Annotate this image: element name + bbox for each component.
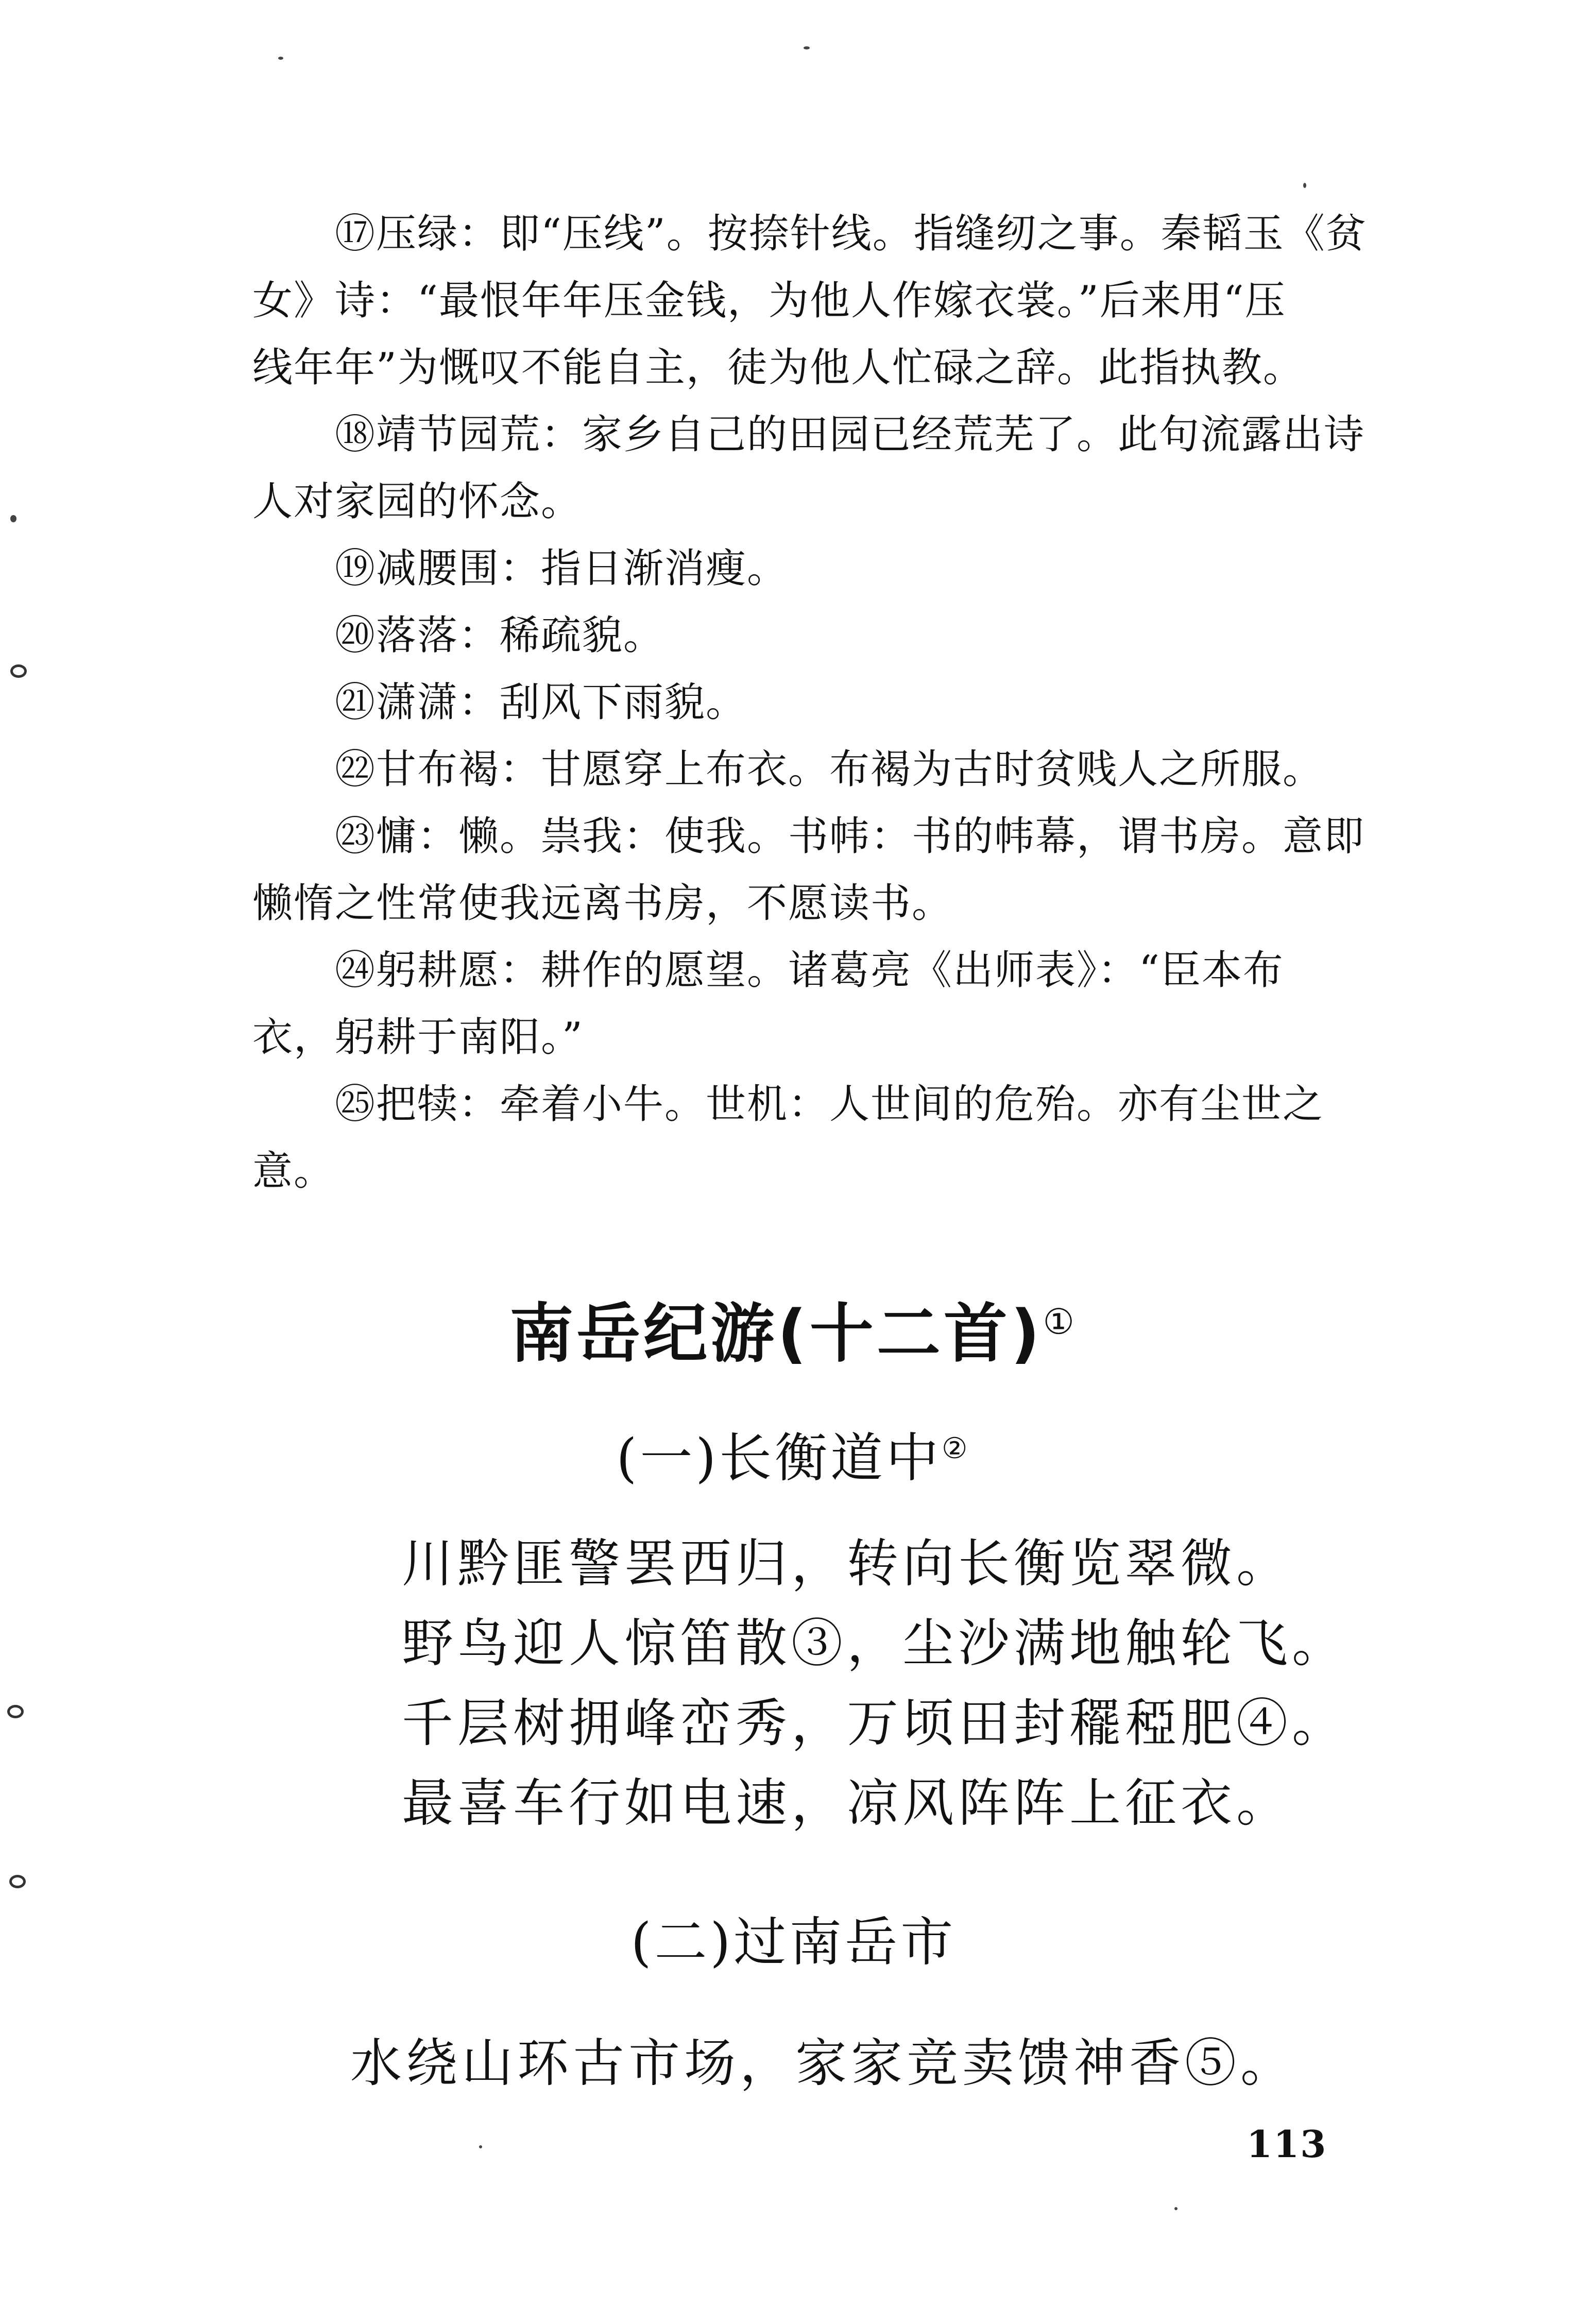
note-24-line2: 衣，躬耕于南阳。”	[252, 1014, 584, 1061]
poem-series-title	[0, 1283, 1587, 1374]
note-17-line3: 线年年”为慨叹不能自主，徒为他人忙碌之辞。此指执教。	[252, 345, 1304, 391]
note-23-line2: 懒惰之性常使我远离书房，不愿读书。	[252, 880, 953, 927]
scan-speck	[1174, 2207, 1178, 2210]
note-17-line1: ⑰压绿：即“压线”。按捺针线。指缝纫之事。秦韬玉《贫	[335, 211, 1367, 257]
poem-2-line-1: 水绕山环古市场，家家竞卖馈神香⑤。	[350, 2033, 1296, 2093]
poem-1-line-2: 野鸟迎人惊笛散③，尘沙满地触轮飞。	[402, 1613, 1347, 1673]
note-17-line2: 女》诗：“最恨年年压金钱，为他人作嫁衣裳。”后来用“压	[252, 278, 1286, 324]
section-1-heading-text: (一)长衡道中	[616, 1428, 942, 1489]
section-1-heading	[0, 1416, 1587, 1492]
scan-speck	[479, 2145, 482, 2148]
note-25-line1: ㉕把犊：牵着小牛。世机：人世间的危殆。亦有尘世之	[335, 1081, 1324, 1127]
scan-speck	[278, 57, 283, 60]
note-20: ⑳落落：稀疏貌。	[335, 612, 665, 659]
scan-speck	[804, 46, 810, 49]
note-19: ⑲减腰围：指日渐消瘦。	[335, 545, 789, 592]
binding-hole-mark	[9, 1875, 26, 1888]
note-23-line1: ㉓慵：懒。祟我：使我。书帏：书的帏幕，谓书房。意即	[335, 813, 1366, 860]
title-footnote-mark: ①	[1043, 1302, 1078, 1343]
title-text: 南岳纪游(十二首)	[509, 1297, 1043, 1371]
scan-speck	[10, 515, 16, 522]
note-25-line2: 意。	[252, 1148, 335, 1194]
scan-speck	[1303, 183, 1306, 188]
note-18-line1: ⑱靖节园荒：家乡自己的田园已经荒芜了。此句流露出诗	[335, 412, 1366, 458]
note-22: ㉒甘布褐：甘愿穿上布衣。布褐为古时贫贱人之所服。	[335, 746, 1324, 793]
section-2-heading	[0, 1901, 1587, 1976]
section-1-footnote-mark: ②	[942, 1432, 971, 1465]
poem-1-line-3: 千层树拥峰峦秀，万顷田封䆉稏肥④。	[402, 1693, 1347, 1753]
note-21: ㉑潇潇：刮风下雨貌。	[335, 679, 747, 726]
poem-1-line-4: 最喜车行如电速，凉风阵阵上征衣。	[402, 1773, 1292, 1833]
poem-1-line-1: 川黔匪警罢西归，转向长衡览翠微。	[402, 1533, 1292, 1594]
page-number: 113	[1247, 2122, 1327, 2166]
section-2-heading-text: (二)过南岳市	[630, 1912, 957, 1973]
binding-hole-mark	[10, 664, 27, 678]
binding-hole-mark	[7, 1705, 24, 1718]
note-24-line1: ㉔躬耕愿：耕作的愿望。诸葛亮《出师表》：“臣本布	[335, 947, 1284, 994]
note-18-line2: 人对家园的怀念。	[252, 479, 583, 525]
